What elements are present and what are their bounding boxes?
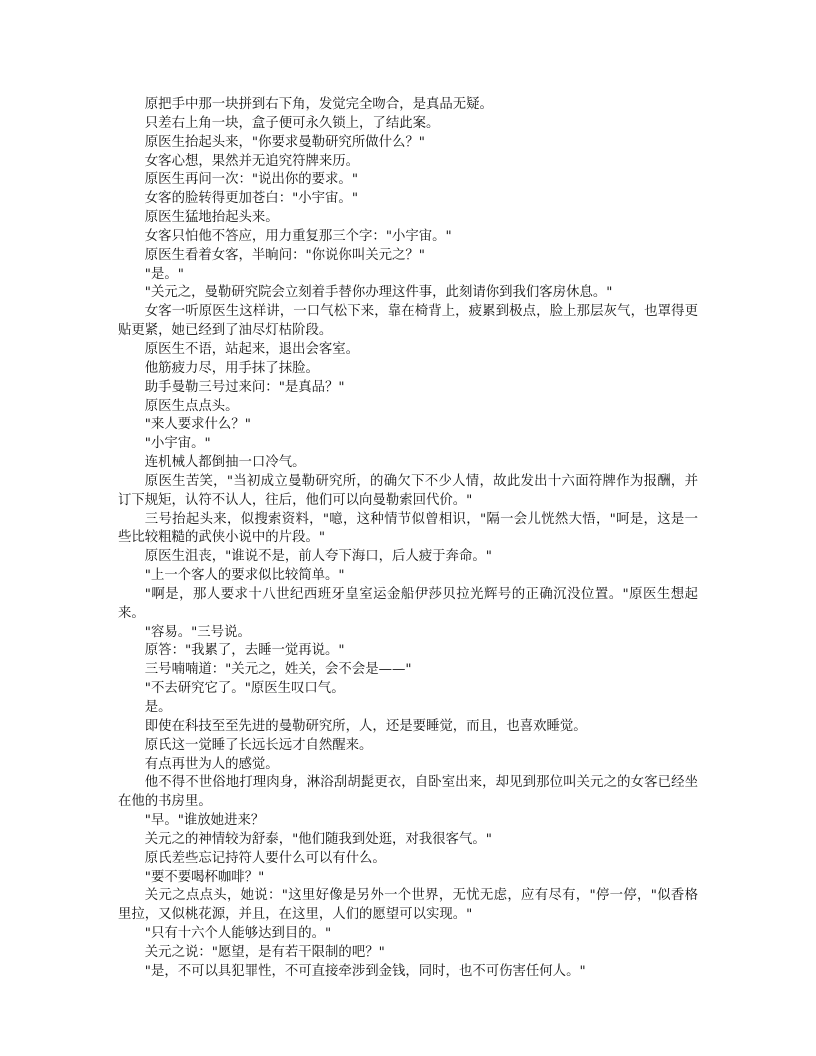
paragraph: 只差右上角一块，盒子便可永久锁上，了结此案。 xyxy=(144,115,440,131)
paragraph: 原答："我累了，去睡一觉再说。" xyxy=(144,643,345,659)
paragraph: 原氏差些忘记持符人要什么可以有什么。 xyxy=(144,850,386,866)
paragraph: "是，不可以具犯罪性，不可直接牵涉到金钱，同时，也不可伤害任何人。" xyxy=(144,963,586,979)
paragraph: "来人要求什么？" xyxy=(144,417,251,433)
paragraph: "早。"谁放她进来？ xyxy=(144,813,265,829)
paragraph: 他筋疲力尽，用手抹了抹脸。 xyxy=(144,360,319,376)
paragraph: 原医生不语，站起来，退出会客室。 xyxy=(144,341,360,357)
paragraph: 三号抬起头来，似搜索资料，"噫，这种情节似曾相识，"隔一会儿恍然大悟，"呵是，这是一些比较粗糙的武侠小说中的片段。" xyxy=(118,511,698,546)
paragraph: 原医生点点头。 xyxy=(144,398,239,414)
paragraph: 关元之的神情较为舒泰，"他们随我到处逛，对我很客气。" xyxy=(144,831,492,847)
paragraph: 关元之点点头，她说："这里好像是另外一个世界，无忧无虑，应有尽有，"停一停，"似香格里拉，又似桃花源，并且，在这里，人们的愿望可以实现。" xyxy=(118,888,698,923)
paragraph: 原医生看着女客，半晌问："你说你叫关元之？" xyxy=(144,247,425,263)
paragraph: 原医生猛地抬起头来。 xyxy=(144,210,279,226)
paragraph: "上一个客人的要求似比较简单。" xyxy=(144,568,345,584)
paragraph: "关元之，曼勒研究院会立刻着手替你办理这件事，此刻请你到我们客房休息。" xyxy=(144,285,613,301)
paragraph: 即使在科技至至先进的曼勒研究所，人，还是要睡觉，而且，也喜欢睡觉。 xyxy=(144,718,587,734)
paragraph: 原医生抬起头来，"你要求曼勒研究所做什么？" xyxy=(144,134,425,150)
paragraph: 原医生沮丧，"谁说不是，前人夸下海口，后人疲于奔命。" xyxy=(144,549,492,565)
document-body xyxy=(118,96,698,982)
paragraph: 女客只怕他不答应，用力重复那三个字："小宇宙。" xyxy=(144,228,452,244)
paragraph: 原医生再问一次："说出你的要求。" xyxy=(144,172,358,188)
paragraph: 女客的脸转得更加苍白："小宇宙。" xyxy=(144,191,358,207)
paragraph: 他不得不世俗地打理肉身，淋浴刮胡髭更衣，自卧室出来，却见到那位叫关元之的女客已经坐在他的书房里。 xyxy=(118,775,698,810)
paragraph: 女客心想，果然并无追究符牌来历。 xyxy=(144,153,360,169)
paragraph: 女客一听原医生这样讲，一口气松下来，靠在椅背上，疲累到极点，脸上那层灰气，也罩得更贴更紧，她已经到了油尽灯枯阶段。 xyxy=(118,304,698,339)
paragraph: 原氏这一觉睡了长远长远才自然醒来。 xyxy=(144,737,373,753)
paragraph: "是。" xyxy=(144,266,184,282)
paragraph: "要不要喝杯咖啡？" xyxy=(144,869,265,885)
paragraph: 是。 xyxy=(144,700,172,715)
paragraph: 连机械人都倒抽一口冷气。 xyxy=(144,455,306,471)
paragraph: "只有十六个人能够达到目的。" xyxy=(144,926,332,942)
paragraph: "啊是，那人要求十八世纪西班牙皇室运金船伊莎贝拉光辉号的正确沉没位置。"原医生想起来。 xyxy=(118,586,698,621)
paragraph: 原医生苦笑，"当初成立曼勒研究所，的确欠下不少人情，故此发出十六面符牌作为报酬，并订下规矩，认符不认人，往后，他们可以向曼勒索回代价。" xyxy=(118,473,698,508)
paragraph: 原把手中那一块拼到右下角，发觉完全吻合，是真品无疑。 xyxy=(144,97,493,112)
paragraph: 助手曼勒三号过来问："是真品？" xyxy=(144,379,345,395)
paragraph: 关元之说："愿望，是有若干限制的吧？" xyxy=(144,944,385,960)
paragraph: 三号喃喃道："关元之，姓关，会不会是——" xyxy=(144,662,412,678)
paragraph: "小宇宙。" xyxy=(144,436,211,452)
paragraph: 有点再世为人的感觉。 xyxy=(144,756,279,772)
paragraph: "容易。"三号说。 xyxy=(144,624,251,640)
paragraph: "不去研究它了。"原医生叹口气。 xyxy=(144,681,345,697)
